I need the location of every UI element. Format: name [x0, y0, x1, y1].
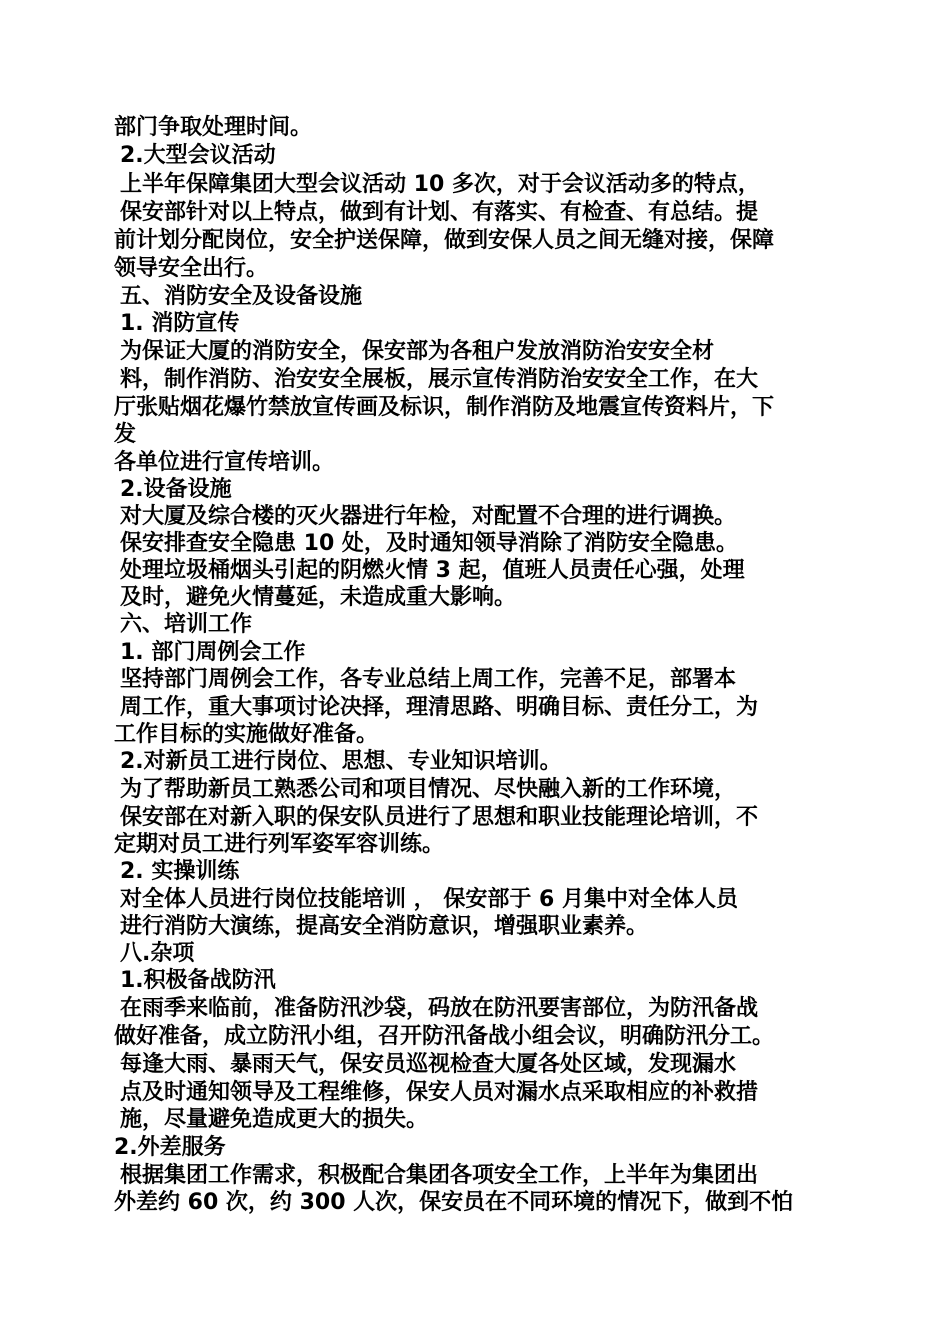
text-line: 前计划分配岗位，安全护送保障，做到安保人员之间无缝对接，保障: [114, 228, 775, 253]
text-line: 保安部在对新入职的保安队员进行了思想和职业技能理论培训，不: [120, 805, 759, 830]
text-line: 在雨季来临前，准备防汛沙袋，码放在防汛要害部位，为防汛备战: [120, 996, 759, 1021]
text-line: 每逢大雨、暴雨天气，保安员巡视检查大厦各处区域，发现漏水: [120, 1052, 737, 1077]
text-line: 处理垃圾桶烟头引起的阴燃火情 3 起，值班人员责任心强，处理: [120, 558, 745, 583]
text-line: 周工作，重大事项讨论决择，理清思路、明确目标、责任分工，为: [120, 695, 759, 720]
text-line: 料，制作消防、治安安全展板，展示宣传消防治安安全工作，在大: [120, 367, 759, 392]
section-heading: 五、消防安全及设备设施: [120, 284, 363, 309]
text-line: 及时，避免火情蔓延，未造成重大影响。: [120, 585, 517, 610]
text-line: 做好准备，成立防汛小组，召开防汛备战小组会议，明确防汛分工。: [114, 1024, 775, 1049]
text-line: 对大厦及综合楼的灭火器进行年检，对配置不合理的进行调换。: [120, 504, 737, 529]
text-line: 工作目标的实施做好准备。: [114, 722, 379, 747]
section-heading: 2.大型会议活动: [120, 143, 276, 168]
section-heading: 八.杂项: [120, 941, 195, 966]
text-line: 厅张贴烟花爆竹禁放宣传画及标识，制作消防及地震宣传资料片，下: [114, 395, 775, 420]
text-line: 保安部针对以上特点，做到有计划、有落实、有检查、有总结。提: [120, 200, 759, 225]
section-heading: 1. 部门周例会工作: [120, 640, 306, 665]
text-line: 为保证大厦的消防安全，保安部为各租户发放消防治安安全材: [120, 339, 715, 364]
text-line: 上半年保障集团大型会议活动 10 多次，对于会议活动多的特点，: [120, 172, 760, 197]
section-heading: 2.外差服务: [114, 1135, 226, 1160]
section-heading: 1. 消防宣传: [120, 311, 240, 336]
text-line: 外差约 60 次，约 300 人次，保安员在不同环境的情况下，做到不怕: [114, 1190, 794, 1215]
text-line: 施，尽量避免造成更大的损失。: [120, 1107, 429, 1132]
text-line: 领导安全出行。: [114, 256, 269, 281]
section-heading: 2. 实操训练: [120, 859, 240, 884]
text-line: 各单位进行宣传培训。: [114, 450, 335, 475]
text-line: 保安排查安全隐患 10 处，及时通知领导消除了消防安全隐患。: [120, 531, 738, 556]
section-heading: 2.对新员工进行岗位、思想、专业知识培训。: [120, 749, 562, 774]
text-line: 为了帮助新员工熟悉公司和项目情况、尽快融入新的工作环境，: [120, 777, 737, 802]
section-heading: 六、培训工作: [120, 612, 253, 637]
section-heading: 1.积极备战防汛: [120, 968, 276, 993]
text-line: 发: [114, 422, 137, 447]
section-heading: 2.设备设施: [120, 477, 232, 502]
text-line: 坚持部门周例会工作，各专业总结上周工作，完善不足，部署本: [120, 667, 737, 692]
text-line: 进行消防大演练，提高安全消防意识，增强职业素养。: [120, 914, 649, 939]
text-line: 点及时通知领导及工程维修，保安人员对漏水点采取相应的补救措: [120, 1080, 759, 1105]
text-line: 对全体人员进行岗位技能培训 ， 保安部于 6 月集中对全体人员: [120, 887, 738, 912]
text-line: 部门争取处理时间。: [114, 115, 313, 140]
text-line: 根据集团工作需求，积极配合集团各项安全工作，上半年为集团出: [120, 1163, 759, 1188]
text-line: 定期对员工进行列军姿军容训练。: [114, 832, 445, 857]
